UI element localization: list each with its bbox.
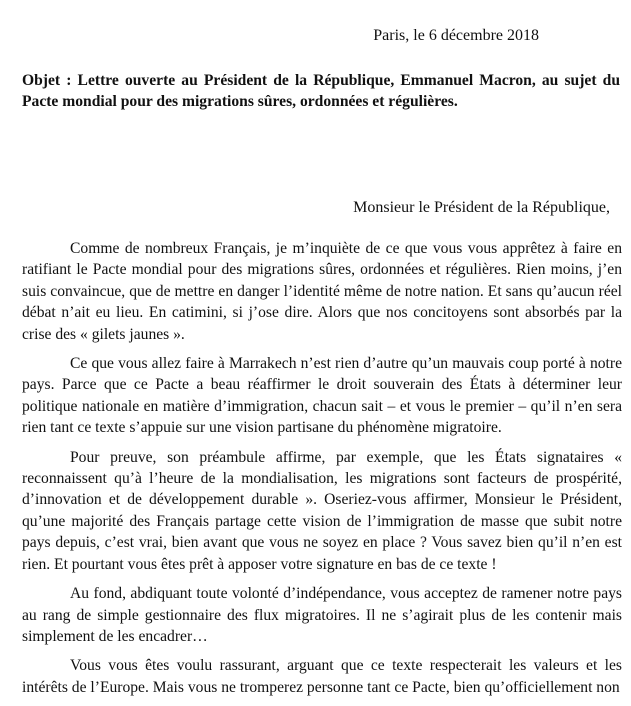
salutation: Monsieur le Président de la République, (353, 199, 610, 216)
paragraph-3: Pour preuve, son préambule affirme, par exemple, que les États signataires « reconnaissent qu’à l’heure de la mondialisation, les migrations sont facteurs de prospérité, d’innovation et de développement durable ». Oseriez-vous affirmer, Monsieur le Président, qu’une majorité des Français partage cette vision de l’immigration de masse que subit notre pays depuis, c’est vrai, bien avant que vous ne soyez en place ? Vous savez bien qu’il n’en est rien. Et pourtant vous êtes prêt à apposer votre signature en bas de ce texte ! (22, 448, 622, 573)
paragraph-1: Comme de nombreux Français, je m’inquiète de ce que vous vous apprêtez à faire en ratifiant le Pacte mondial pour des migrations sûres, ordonnées et régulières. Rien moins, j’en suis convaincue, que de mettre en danger l’identité même de notre nation. Et sans qu’aucun réel débat n’ait eu lieu. En catimini, si j’ose dire. Alors que nos concitoyens sont absorbés par la crise des « gilets jaunes ». (22, 240, 622, 343)
paragraph-2: Ce que vous allez faire à Marrakech n’est rien d’autre qu’un mauvais coup porté à notre pays. Parce que ce Pacte a beau réaffirmer le droit souverain des États à déterminer leur politique nationale en matière d’immigration, chacun sait – et vous le premier – qu’il n’en sera rien tant ce texte s’appuie sur une vision partisane du phénomène migratoire. (22, 355, 622, 437)
paragraph-5: Vous vous êtes voulu rassurant, arguant que ce texte respecterait les valeurs et les intérêts de l’Europe. Mais vous ne tromperez personne tant ce Pacte, bien qu’officiellement non (22, 657, 622, 696)
letter-body (22, 238, 622, 706)
date-line: Paris, le 6 décembre 2018 (373, 27, 539, 44)
subject-line: Objet : Lettre ouverte au Président de la République, Emmanuel Macron, au sujet du Pacte mondial pour des migrations sûres, ordonnées et régulières. (22, 72, 620, 110)
paragraph-4: Au fond, abdiquant toute volonté d’indépendance, vous acceptez de ramener notre pays au rang de simple gestionnaire des flux migratoires. Il ne s’agirait plus de les contenir mais simplement de les encadrer… (22, 585, 622, 645)
